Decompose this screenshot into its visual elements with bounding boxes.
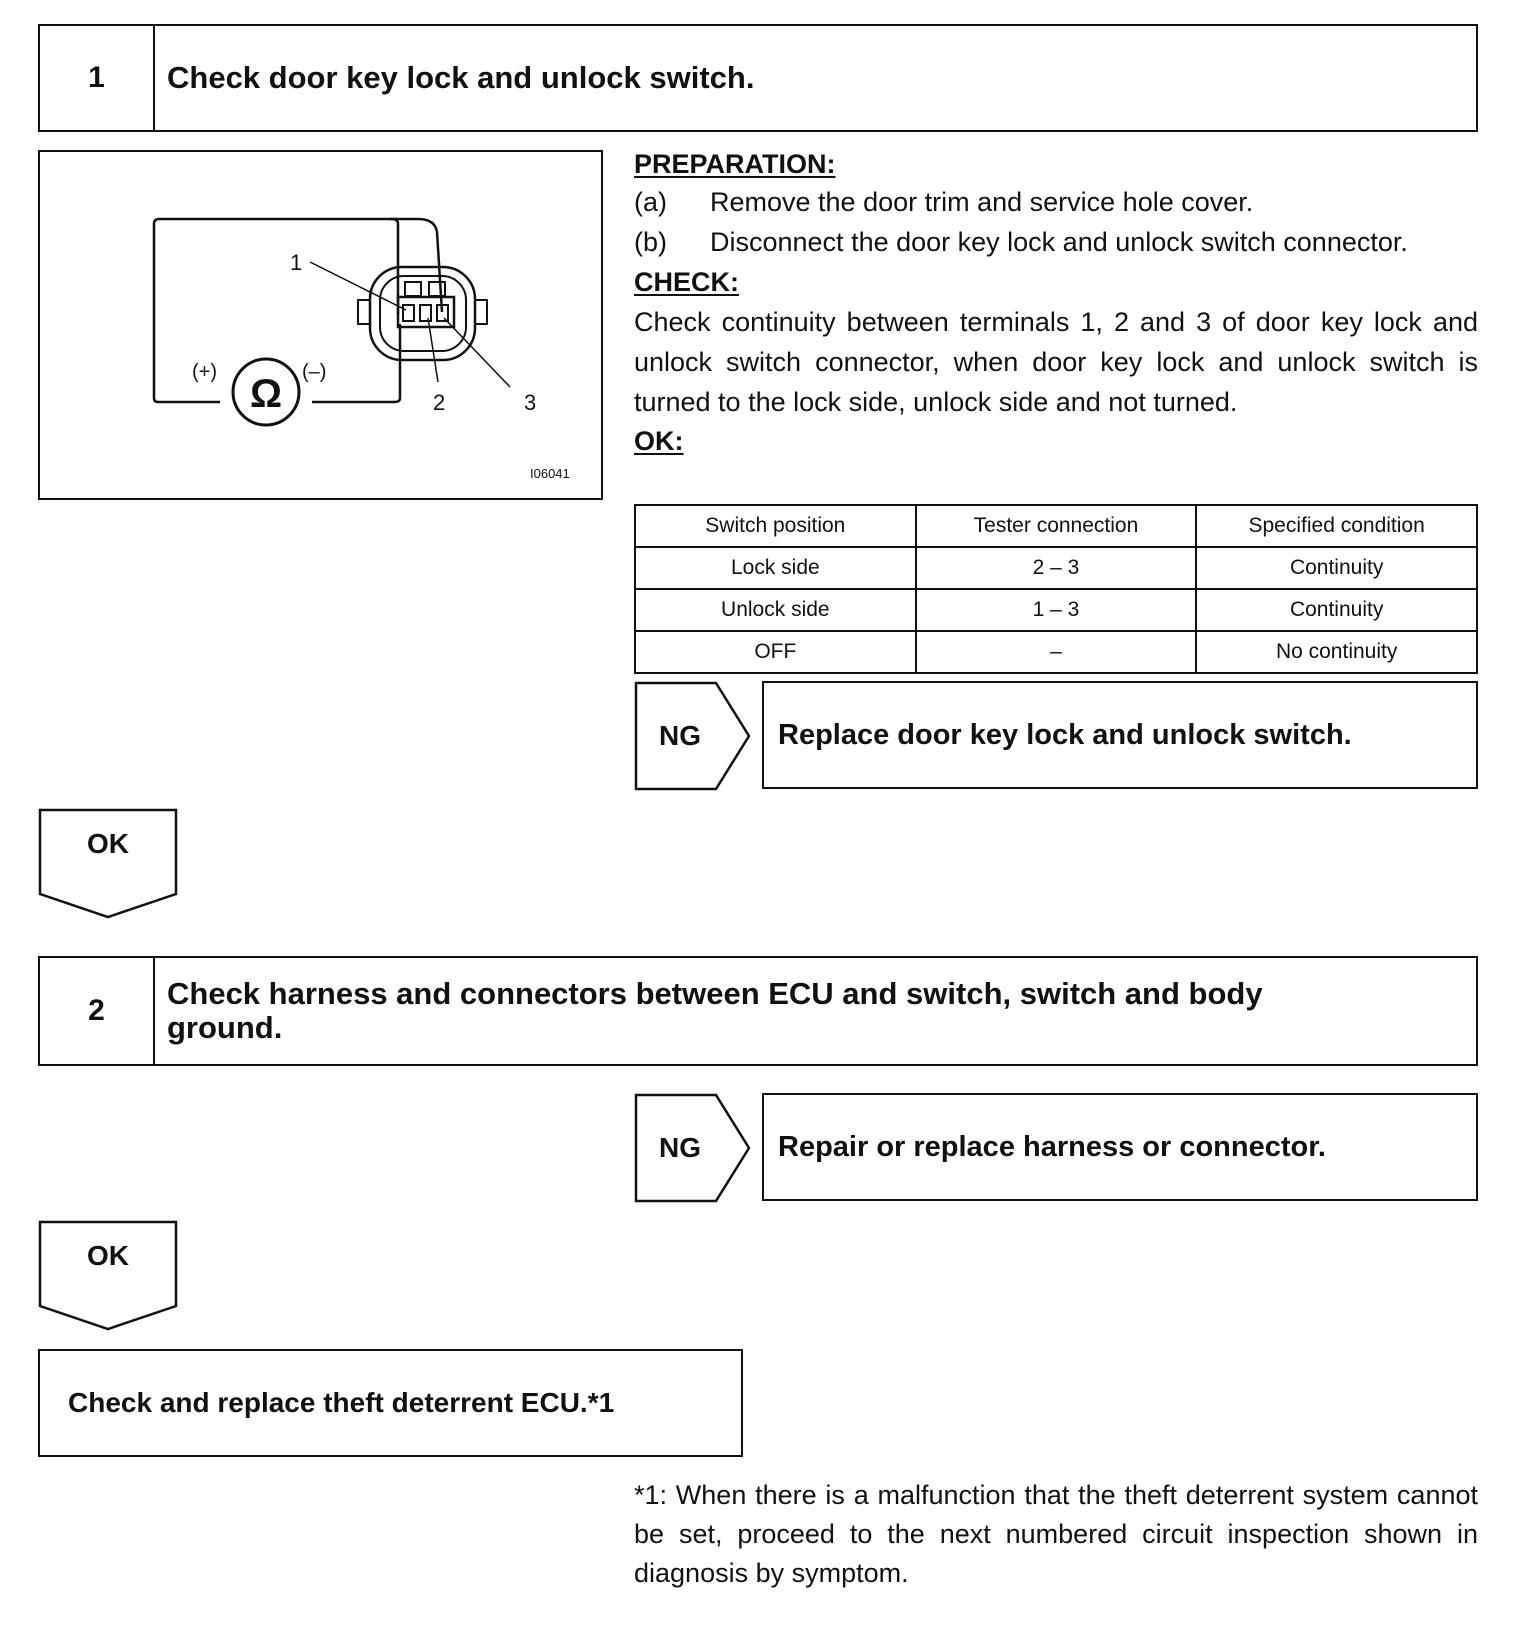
- table-cell: Continuity: [1196, 589, 1477, 631]
- table-cell: Lock side: [635, 547, 916, 589]
- table-header: Switch position: [635, 505, 916, 547]
- step-1-header: [38, 24, 1478, 132]
- table-row: [635, 589, 1477, 631]
- ng-1-action-box: [762, 681, 1478, 789]
- table-cell: –: [916, 631, 1197, 673]
- table-row: [635, 631, 1477, 673]
- final-action-box: [38, 1349, 743, 1457]
- ok-1-tag: OK: [87, 828, 129, 859]
- ng-2-action: Repair or replace harness or connector.: [778, 1130, 1326, 1163]
- step-1-number: 1: [40, 26, 155, 130]
- item-b-marker: (b): [634, 227, 667, 257]
- ng-1-tag: NG: [659, 720, 701, 751]
- final-action-text: Check and replace theft deterrent ECU.*1: [68, 1387, 615, 1418]
- terminal-3-label: 3: [524, 390, 537, 415]
- minus-label: (–): [302, 361, 327, 383]
- table-cell: 1 – 3: [916, 589, 1197, 631]
- ok-2-tag: OK: [87, 1240, 129, 1271]
- plus-label: (+): [192, 361, 217, 383]
- spec-table-wrap: [634, 504, 1478, 674]
- step-2-header: [38, 956, 1478, 1066]
- table-cell: Unlock side: [635, 589, 916, 631]
- spec-table: [634, 504, 1478, 674]
- ng-1-action: Replace door key lock and unlock switch.: [778, 718, 1352, 751]
- ok-arrow-shape: [38, 1220, 178, 1332]
- item-b-text: Disconnect the door key lock and unlock switch connector.: [710, 227, 1408, 257]
- table-row: [635, 547, 1477, 589]
- table-header: Specified condition: [1196, 505, 1477, 547]
- step-2-number: 2: [40, 958, 155, 1064]
- terminal-1-label: 1: [290, 250, 303, 275]
- step-2-title: Check harness and connectors between ECU and switch, switch and body ground.: [167, 976, 1263, 1045]
- ng-2-action-box: [762, 1093, 1478, 1201]
- table-header-row: [635, 505, 1477, 547]
- terminal-2-label: 2: [433, 390, 446, 415]
- preparation-label: PREPARATION:: [634, 149, 836, 179]
- ng-1-arrow: [634, 681, 754, 791]
- connector-diagram: [38, 150, 603, 500]
- ok-2-arrow: [38, 1220, 178, 1332]
- step-1-title: Check door key lock and unlock switch.: [167, 60, 755, 95]
- table-cell: OFF: [635, 631, 916, 673]
- table-cell: No continuity: [1196, 631, 1477, 673]
- ohm-symbol: Ω: [249, 372, 283, 416]
- ok-arrow-shape: [38, 808, 178, 920]
- table-cell: 2 – 3: [916, 547, 1197, 589]
- preparation-item-a: [634, 182, 1478, 222]
- leader-3: [444, 318, 510, 387]
- ok-label: OK:: [634, 426, 684, 456]
- table-header: Tester connection: [916, 505, 1197, 547]
- ng-2-tag: NG: [659, 1132, 701, 1163]
- connector-housing: [358, 267, 487, 360]
- check-label: CHECK:: [634, 267, 739, 297]
- figure-id: I06041: [530, 466, 570, 481]
- footnote: *1: When there is a malfunction that the theft deterrent system cannot be set, proceed to the next numbered circuit inspection shown in diagnosis by symptom.: [634, 1480, 1478, 1588]
- instructions-column: [634, 146, 1478, 460]
- table-cell: Continuity: [1196, 547, 1477, 589]
- connector-diagram-svg: [40, 152, 601, 498]
- item-a-text: Remove the door trim and service hole cover.: [710, 187, 1254, 217]
- ng-2-arrow: [634, 1093, 754, 1203]
- ok-1-arrow: [38, 808, 178, 920]
- check-text: Check continuity between terminals 1, 2 and 3 of door key lock and unlock switch connector, when door key lock and unlock switch is turned to the lock side, unlock side and not turned.: [634, 307, 1478, 417]
- item-a-marker: (a): [634, 187, 667, 217]
- preparation-item-b: [634, 222, 1478, 262]
